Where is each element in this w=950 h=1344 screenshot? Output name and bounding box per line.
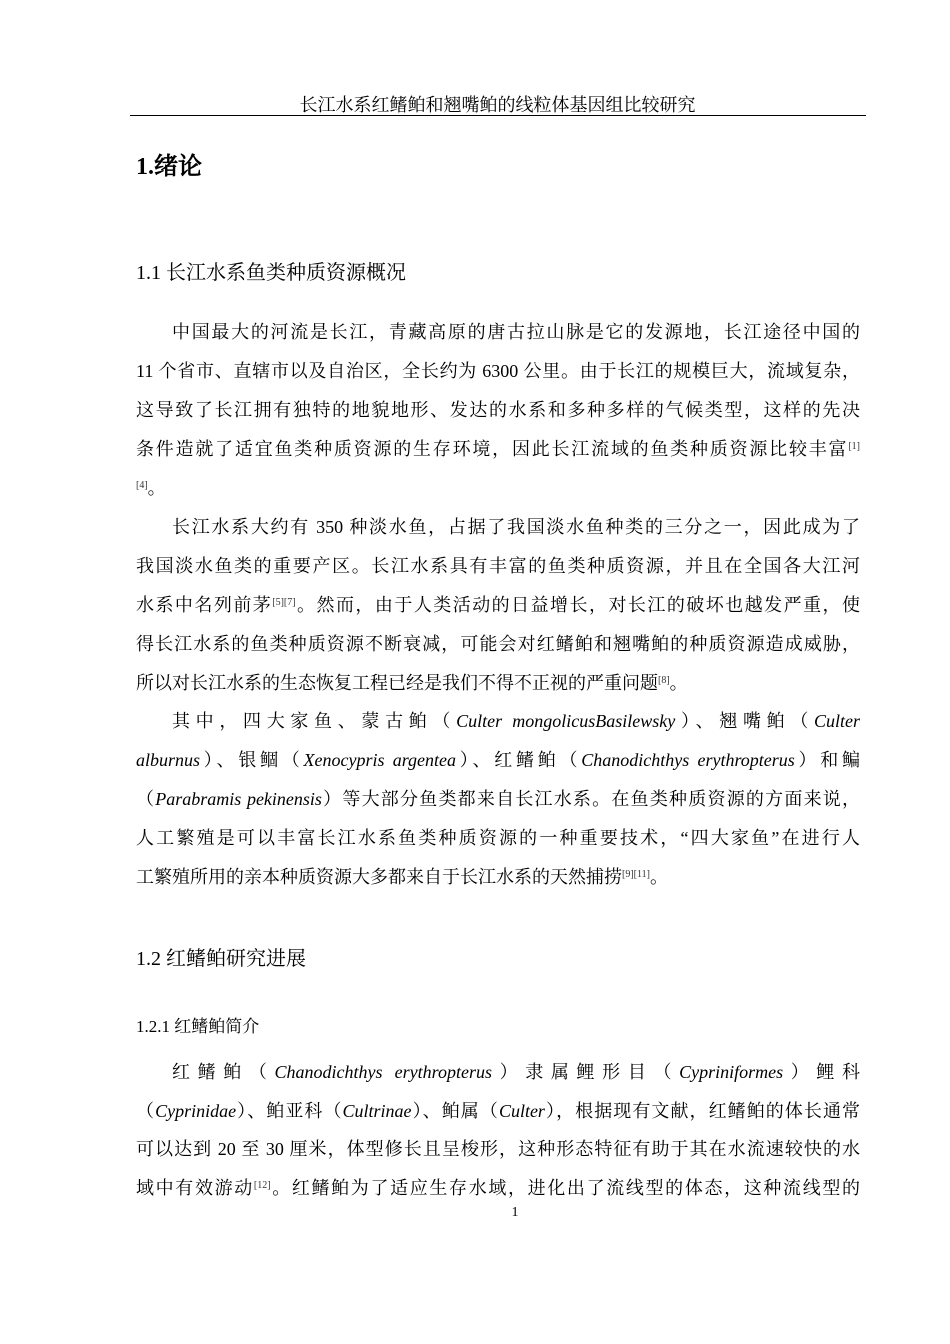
text-line [136,437,860,461]
citation: [5][7] [272,597,296,608]
citation: [4] [136,480,148,491]
text-line [136,359,860,383]
citation: [9][11] [622,869,650,880]
text-run: ）鲤科 [783,1062,861,1082]
page-number: 1 [511,1205,519,1220]
text-run: 所以对长江水系的生态恢复工程已经是我们不得不正视的严重问题 [136,673,658,693]
species-name: Parabramis pekinensis [155,789,322,809]
text-run: 。 [669,673,688,693]
text-run: 我国淡水鱼类的重要产区。长江水系具有丰富的鱼类种质资源，并且在全国各大江河 [136,556,860,576]
text-line [136,787,860,811]
text-line [172,515,860,539]
text-line [136,1099,860,1123]
section-heading-1-2: 1.2 红鳍鲌研究进展 [136,948,306,970]
text-line [136,865,860,889]
text-run: （ [136,1101,156,1121]
text-line [136,398,860,422]
text-run: 人工繁殖是可以丰富长江水系鱼类种质资源的一种重要技术，“四大家鱼”在进行人 [136,828,860,848]
species-name: Chanodichthys erythropterus [274,1062,492,1082]
text-run: （ [136,789,156,809]
text-run: ）、鲌亚科（ [236,1101,343,1121]
species-name: Chanodichthys erythropterus [581,750,795,770]
text-run: 这导致了长江拥有独特的地貌地形、发达的水系和多种多样的气候类型，这样的先决 [136,400,860,420]
species-name: Culter mongolicusBasilewsky [456,711,676,731]
text-line [136,1176,860,1200]
text-run: 水系中名列前茅 [136,595,273,615]
text-line [136,748,860,772]
text-run: 得长江水系的鱼类种质资源不断衰减，可能会对红鳍鲌和翘嘴鲌的种质资源造成威胁， [136,634,860,654]
text-run: ）和鳊 [794,750,861,770]
species-name: Cultrinae [342,1101,412,1121]
text-run: 工繁殖所用的亲本种质资源大多都来自于长江水系的天然捕捞 [136,867,622,887]
text-run: 11 个省市、直辖市以及自治区，全长约为 6300 公里。由于长江的规模巨大，流域复杂， [136,361,860,381]
text-run: ）、鲌属（ [411,1101,499,1121]
header-rule [130,115,866,116]
text-run: ），根据现有文献，红鳍鲌的体长通常 [544,1101,861,1121]
text-run: ）等大部分鱼类都来自长江水系。在鱼类种质资源的方面来说， [321,789,861,809]
text-run: 。红鳍鲌为了适应生存水域，进化出了流线型的体态，这种流线型的 [270,1178,860,1198]
text-line [136,593,860,617]
species-name: Cyprinidae [155,1101,237,1121]
subsection-heading-1-2-1: 1.2.1 红鳍鲌简介 [136,1017,260,1036]
text-run: 其中，四大家鱼、蒙古鲌（ [172,711,457,731]
citation: [12] [253,1180,271,1191]
chapter-title: 1.绪论 [136,154,202,180]
text-run: 域中有效游动 [136,1178,254,1198]
text-run: 。然而，由于人类活动的日益增长，对长江的破坏也越发严重，使 [295,595,861,615]
species-name: alburnus [136,750,201,770]
text-line [172,709,860,733]
text-line [172,320,860,344]
text-line [136,554,860,578]
text-run: 长江水系大约有 350 种淡水鱼，占据了我国淡水鱼种类的三分之一，因此成为了 [172,517,860,537]
text-run: ）隶属鲤形目（ [492,1062,680,1082]
text-line [172,1060,860,1084]
text-run: 红鳍鲌（ [172,1062,275,1082]
text-run: ）、翘嘴鲌（ [675,711,814,731]
text-run: 中国最大的河流是长江，青藏高原的唐古拉山脉是它的发源地，长江途径中国的 [172,322,860,342]
species-name: Cypriniformes [679,1062,784,1082]
citation: [1] [848,441,860,452]
section-heading-1-1: 1.1 长江水系鱼类种质资源概况 [136,262,406,284]
species-name: Culter [814,711,861,731]
text-run: 可以达到 20 至 30 厘米，体型修长且呈梭形，这种形态特征有助于其在水流速较快的水 [136,1139,860,1159]
running-header: 长江水系红鳍鲌和翘嘴鲌的线粒体基因组比较研究 [299,95,696,115]
text-run: ）、红鳍鲌（ [456,750,582,770]
text-line [136,1137,860,1161]
text-line [136,632,860,656]
citation: [8] [658,675,670,686]
text-run: 条件造就了适宜鱼类种质资源的生存环境，因此长江流域的鱼类种质资源比较丰富 [136,439,849,459]
text-run: 。 [147,478,166,498]
text-run: ）、银鲴（ [200,750,304,770]
text-line [136,476,860,500]
species-name: Xenocypris argentea [303,750,457,770]
text-line [136,826,860,850]
text-run: 。 [649,867,668,887]
text-line [136,671,860,695]
species-name: Culter [498,1101,545,1121]
